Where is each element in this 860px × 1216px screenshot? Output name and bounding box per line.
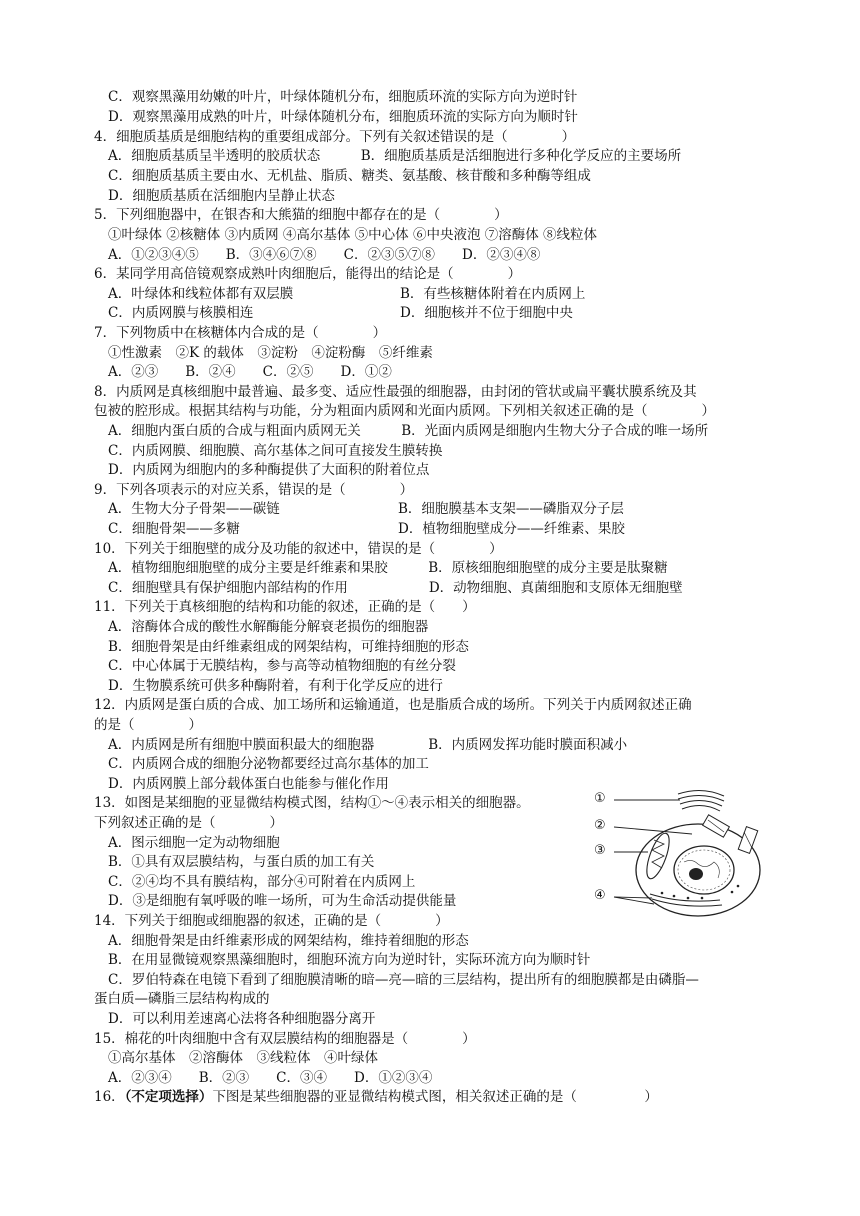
q15-stem: 15．棉花的叶肉细胞中含有双层膜结构的细胞器是（ ）	[94, 1031, 476, 1047]
q5-items: ①叶绿体 ②核糖体 ③内质网 ④高尔基体 ⑤中心体 ⑥中央液泡 ⑦溶酶体 ⑧线粒体	[108, 227, 598, 243]
q14-option-c-1: C．罗伯特森在电镜下看到了细胞膜清晰的暗—亮—暗的三层结构，提出所有的细胞膜都是由磷脂—	[108, 972, 699, 988]
q4-option-d: D．细胞质基质在活细胞内呈静止状态	[108, 188, 335, 204]
q7-items: ①性激素 ②K 的载体 ③淀粉 ④淀粉酶 ⑤纤维素	[108, 345, 433, 361]
q4-option-c: C．细胞质基质主要由水、无机盐、脂质、糖类、氨基酸、核苷酸和多种酶等组成	[108, 168, 591, 184]
label-4: ④	[594, 888, 606, 903]
q13-option-b: B．①具有双层膜结构，与蛋白质的加工有关	[108, 854, 375, 870]
q15-items: ①高尔基体 ②溶酶体 ③线粒体 ④叶绿体	[108, 1050, 378, 1066]
q6-stem: 6．某同学用高倍镜观察成熟叶肉细胞后，能得出的结论是（ ）	[94, 266, 522, 282]
q14-option-c-2: 蛋白质—磷脂三层结构构成的	[94, 991, 270, 1007]
q11-option-a: A．溶酶体合成的酸性水解酶能分解衰老损伤的细胞器	[108, 619, 429, 635]
q4-stem: 4．细胞质基质是细胞结构的重要组成部分。下列有关叙述错误的是（ ）	[94, 129, 576, 145]
q13-option-a: A．图示细胞一定为动物细胞	[108, 835, 280, 851]
q9-option-a: A．生物大分子骨架——碳链	[108, 501, 280, 517]
q8-stem-2: 包被的腔形成。根据其结构与功能，分为粗面内质网和光面内质网。下列相关叙述正确的是（ ）	[94, 403, 715, 419]
label-3: ③	[594, 843, 606, 858]
label-2: ②	[594, 818, 606, 833]
q12-option-d: D．内质网膜上部分载体蛋白也能参与催化作用	[108, 776, 389, 792]
q6-option-c: C．内质网膜与核膜相连	[108, 305, 254, 321]
q16-text: 下图是某些细胞器的亚显微结构模式图，相关叙述正确的是（ ）	[212, 1089, 658, 1105]
q12-stem-1: 12．内质网是蛋白质的合成、加工场所和运输通道，也是脂质合成的场所。下列关于内质网叙述正确	[94, 697, 692, 713]
q5-options: A．①②③④⑤ B．③④⑥⑦⑧ C．②③⑤⑦⑧ D．②③④⑧	[108, 247, 541, 263]
q9-option-c: C．细胞骨架——多糖	[108, 521, 240, 537]
q7-options: A．②③ B．②④ C．②⑤ D．①②	[108, 364, 392, 380]
q10-stem: 10．下列关于细胞壁的成分及功能的叙述中，错误的是（ ）	[94, 541, 503, 557]
cell-diagram	[592, 782, 770, 922]
q8-option-c: C．内质网膜、细胞膜、高尔基体之间可直接发生膜转换	[108, 443, 443, 459]
q7-stem: 7．下列物质中在核糖体内合成的是（ ）	[94, 325, 387, 341]
q16-stem	[94, 1088, 658, 1106]
q16-number: 16．	[94, 1089, 125, 1105]
q9-option-d: D．植物细胞壁成分——纤维素、果胶	[398, 521, 625, 537]
q15-options: A．②③④ B．②③ C．③④ D．①②③④	[108, 1070, 433, 1086]
q4-options-ab: A．细胞质基质呈半透明的胶质状态 B．细胞质基质是活细胞进行多种化学反应的主要场所	[108, 148, 682, 164]
q9-stem: 9．下列各项表示的对应关系，错误的是（ ）	[94, 482, 414, 498]
q13-stem-2: 下列叙述正确的是（ ）	[94, 815, 283, 831]
q11-option-d: D．生物膜系统可供多种酶附着，有利于化学反应的进行	[108, 678, 443, 694]
q11-option-b: B．细胞骨架是由纤维素组成的网架结构，可维持细胞的形态	[108, 639, 469, 655]
q6-option-d: D．细胞核并不位于细胞中央	[400, 305, 573, 321]
q12-option-c: C．内质网合成的细胞分泌物都要经过高尔基体的加工	[108, 756, 429, 772]
q8-stem-1: 8．内质网是真核细胞中最普遍、最多变、适应性最强的细胞器，由封闭的管状或扁平囊状膜系统及其	[94, 384, 697, 400]
q5-stem: 5．下列细胞器中，在银杏和大熊猫的细胞中都存在的是（ ）	[94, 207, 508, 223]
q13-option-c: C．②④均不具有膜结构，部分④可附着在内质网上	[108, 874, 416, 890]
q14-stem: 14．下列关于细胞或细胞器的叙述，正确的是（ ）	[94, 913, 449, 929]
q13-option-d: D．③是细胞有氧呼吸的唯一场所，可为生命活动提供能量	[108, 893, 457, 909]
q11-stem: 11．下列关于真核细胞的结构和功能的叙述，正确的是（ ）	[94, 599, 476, 615]
q3-option-d: D．观察黑藻用成熟的叶片，叶绿体随机分布，细胞质环流的实际方向为顺时针	[108, 109, 578, 125]
q6-option-a: A．叶绿体和线粒体都有双层膜	[108, 286, 294, 302]
label-1: ①	[594, 791, 606, 806]
q9-option-b: B．细胞膜基本支架——磷脂双分子层	[398, 501, 624, 517]
q10-options-cd: C．细胞壁具有保护细胞内部结构的作用 D．动物细胞、真菌细胞和支原体无细胞壁	[108, 580, 683, 596]
q8-option-d: D．内质网为细胞内的多种酶提供了大面积的附着位点	[108, 462, 430, 478]
q10-options-ab: A．植物细胞细胞壁的成分主要是纤维素和果胶 B．原核细胞细胞壁的成分主要是肽聚糖	[108, 560, 668, 576]
q3-option-c: C．观察黑藻用幼嫩的叶片，叶绿体随机分布，细胞质环流的实际方向为逆时针	[108, 89, 578, 105]
q11-option-c: C．中心体属于无膜结构，参与高等动植物细胞的有丝分裂	[108, 658, 456, 674]
q14-option-b: B．在用显微镜观察黑藻细胞时，细胞环流方向为逆时针，实际环流方向为顺时针	[108, 952, 591, 968]
q8-options-ab: A．细胞内蛋白质的合成与粗面内质网无关 B．光面内质网是细胞内生物大分子合成的唯一场所	[108, 423, 709, 439]
q12-options-ab: A．内质网是所有细胞中膜面积最大的细胞器 B．内质网发挥功能时膜面积减小	[108, 737, 628, 753]
q16-tag: （不定项选择）	[124, 1089, 213, 1105]
q6-option-b: B．有些核糖体附着在内质网上	[400, 286, 586, 302]
cell-structure-figure	[592, 782, 770, 922]
q14-option-a: A．细胞骨架是由纤维素形成的网架结构，维持着细胞的形态	[108, 933, 469, 949]
q12-stem-2: 的是（ ）	[94, 717, 202, 733]
q14-option-d: D．可以利用差速离心法将各种细胞器分离开	[108, 1011, 376, 1027]
q13-stem-1: 13．如图是某细胞的亚显微结构模式图，结构①～④表示相关的细胞器。	[94, 795, 530, 811]
